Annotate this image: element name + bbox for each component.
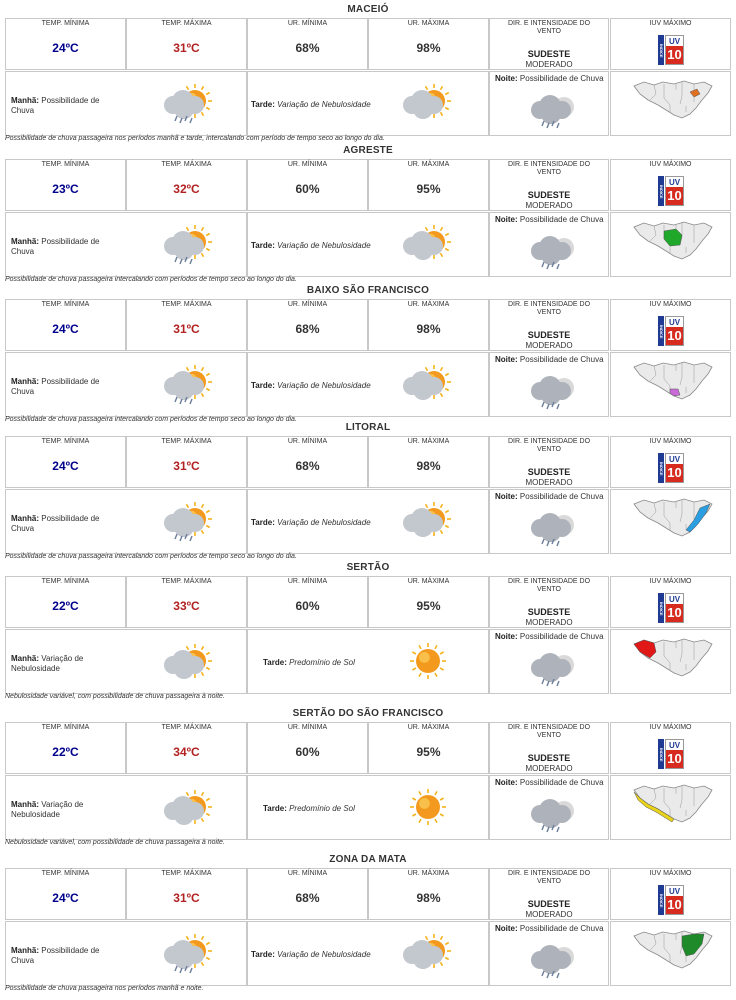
ur-max-cell — [368, 159, 489, 211]
wind-cell — [489, 576, 609, 628]
wind-intensity: MODERADO — [525, 341, 573, 350]
region-title: MACEIÓ — [347, 4, 389, 15]
night-label: Noite: — [495, 492, 518, 501]
night-cell — [489, 212, 609, 277]
ur-max-cell — [368, 18, 489, 70]
wind-cell — [489, 159, 609, 211]
wind-direction: SUDESTE — [527, 190, 571, 200]
region-map-cell — [610, 212, 731, 277]
night-text: Possibilidade de Chuva — [519, 924, 604, 933]
ur-min-cell — [247, 159, 368, 211]
morning-label: Manhã: — [11, 377, 39, 386]
night-label: Noite: — [495, 215, 518, 224]
sun-cloud-icon — [152, 784, 222, 834]
afternoon-cell — [247, 71, 489, 136]
ur-max-cell — [368, 722, 489, 774]
uv-index-icon: ÍNDICE UV 10 — [658, 316, 684, 346]
ur-min-cell — [247, 436, 368, 488]
temp-min-value: 23ºC — [52, 182, 79, 196]
column-header: IUV MÁXIMO — [649, 161, 692, 168]
afternoon-text: Variação de Nebulosidade — [277, 518, 371, 527]
temp-min-cell — [5, 576, 126, 628]
wind-direction: SUDESTE — [527, 330, 571, 340]
uv-cell — [610, 722, 731, 774]
ur-min-value: 68% — [295, 41, 320, 55]
column-header: TEMP. MÍNIMA — [41, 578, 90, 585]
temp-min-value: 24ºC — [52, 41, 79, 55]
morning-cell — [5, 212, 247, 277]
alagoas-map-icon — [629, 359, 717, 403]
uv-value: 10 — [667, 751, 682, 766]
uv-index-icon: ÍNDICE UV 10 — [658, 885, 684, 915]
wind-cell — [489, 436, 609, 488]
forecast-note: Nebulosidade variável, com possibilidade de chuva passageira à noite. — [5, 693, 225, 700]
afternoon-cell — [247, 489, 489, 554]
moon-cloud-rain-icon — [524, 369, 584, 415]
temp-max-value: 31ºC — [173, 891, 200, 905]
ur-max-value: 98% — [416, 459, 441, 473]
uv-index-icon: ÍNDICE UV 10 — [658, 739, 684, 769]
sun-icon — [391, 782, 461, 832]
uv-cell — [610, 299, 731, 351]
wind-intensity: MODERADO — [525, 201, 573, 210]
morning-text: Possibilidade de Chuva — [11, 377, 100, 396]
night-text: Possibilidade de Chuva — [519, 355, 604, 364]
ur-max-value: 95% — [416, 599, 441, 613]
temp-min-value: 22ºC — [52, 599, 79, 613]
moon-cloud-rain-icon — [524, 506, 584, 552]
column-header: TEMP. MÁXIMA — [161, 301, 212, 308]
column-header: UR. MÁXIMA — [407, 438, 450, 445]
afternoon-label: Tarde: — [251, 518, 275, 527]
alagoas-map-icon — [629, 636, 717, 680]
afternoon-label: Tarde: — [251, 950, 275, 959]
column-header: TEMP. MÁXIMA — [161, 20, 212, 27]
wind-cell — [489, 722, 609, 774]
region-map-cell — [610, 489, 731, 554]
uv-index-icon: ÍNDICE UV 10 — [658, 35, 684, 65]
morning-text: Possibilidade de Chuva — [11, 96, 100, 115]
forecast-note: Nebulosidade variável, com possibilidade de chuva passageira à noite. — [5, 839, 225, 846]
morning-label: Manhã: — [11, 514, 39, 523]
region-map-cell — [610, 775, 731, 840]
afternoon-cell — [247, 212, 489, 277]
night-text: Possibilidade de Chuva — [519, 74, 604, 83]
sun-cloud-rain-icon — [152, 361, 222, 411]
sun-cloud-rain-icon — [152, 930, 222, 980]
column-header: UR. MÍNIMA — [287, 20, 328, 27]
ur-max-value: 95% — [416, 745, 441, 759]
column-header: IUV MÁXIMO — [649, 724, 692, 731]
alagoas-map-icon — [629, 496, 717, 540]
column-header: UR. MÍNIMA — [287, 870, 328, 877]
temp-min-value: 24ºC — [52, 891, 79, 905]
temp-max-cell — [126, 868, 247, 920]
region-map-cell — [610, 71, 731, 136]
night-label: Noite: — [495, 632, 518, 641]
column-header: IUV MÁXIMO — [649, 20, 692, 27]
uv-value: 10 — [667, 47, 682, 62]
uv-cell — [610, 18, 731, 70]
region-title: BAIXO SÃO FRANCISCO — [306, 285, 430, 296]
column-header: UR. MÁXIMA — [407, 870, 450, 877]
wind-cell — [489, 299, 609, 351]
column-header: UR. MÍNIMA — [287, 301, 328, 308]
morning-text: Possibilidade de Chuva — [11, 237, 100, 256]
sun-icon — [391, 636, 461, 686]
temp-min-cell — [5, 18, 126, 70]
temp-min-cell — [5, 299, 126, 351]
morning-cell — [5, 775, 247, 840]
afternoon-label: Tarde: — [251, 241, 275, 250]
morning-text: Variação de Nebulosidade — [11, 654, 84, 673]
afternoon-text: Predomínio de Sol — [289, 658, 355, 667]
afternoon-cell — [247, 921, 489, 986]
column-header: UR. MÍNIMA — [287, 578, 328, 585]
afternoon-label: Tarde: — [251, 381, 275, 390]
moon-cloud-rain-icon — [524, 792, 584, 838]
column-header: TEMP. MÍNIMA — [41, 438, 90, 445]
ur-min-value: 68% — [295, 459, 320, 473]
morning-cell — [5, 71, 247, 136]
ur-min-value: 60% — [295, 182, 320, 196]
night-cell — [489, 921, 609, 986]
forecast-note: Possibilidade de chuva passageira intercalando com períodos de tempo seco ao longo do dia. — [5, 276, 297, 283]
ur-max-value: 95% — [416, 182, 441, 196]
ur-min-value: 68% — [295, 891, 320, 905]
uv-cell — [610, 159, 731, 211]
night-label: Noite: — [495, 778, 518, 787]
night-cell — [489, 352, 609, 417]
sun-cloud-icon — [391, 359, 461, 409]
column-header: UR. MÍNIMA — [287, 724, 328, 731]
column-header: DIR. E INTENSIDADE DO VENTO — [507, 578, 591, 593]
night-cell — [489, 629, 609, 694]
ur-max-value: 98% — [416, 41, 441, 55]
region-title: LITORAL — [345, 422, 391, 433]
uv-value: 10 — [667, 897, 682, 912]
column-header: UR. MÁXIMA — [407, 20, 450, 27]
region-title: SERTÃO DO SÃO FRANCISCO — [292, 708, 444, 719]
column-header: TEMP. MÍNIMA — [41, 20, 90, 27]
column-header: UR. MÁXIMA — [407, 301, 450, 308]
wind-direction: SUDESTE — [527, 49, 571, 59]
night-label: Noite: — [495, 355, 518, 364]
alagoas-map-icon — [629, 928, 717, 972]
region-block — [0, 562, 736, 702]
region-block — [0, 4, 736, 144]
column-header: DIR. E INTENSIDADE DO VENTO — [507, 20, 591, 35]
night-cell — [489, 489, 609, 554]
column-header: TEMP. MÁXIMA — [161, 438, 212, 445]
column-header: DIR. E INTENSIDADE DO VENTO — [507, 724, 591, 739]
region-map-cell — [610, 921, 731, 986]
column-header: DIR. E INTENSIDADE DO VENTO — [507, 438, 591, 453]
temp-max-cell — [126, 299, 247, 351]
ur-min-cell — [247, 868, 368, 920]
temp-min-cell — [5, 722, 126, 774]
ur-max-value: 98% — [416, 891, 441, 905]
column-header: IUV MÁXIMO — [649, 870, 692, 877]
night-text: Possibilidade de Chuva — [519, 632, 604, 641]
temp-max-value: 31ºC — [173, 322, 200, 336]
uv-value: 10 — [667, 188, 682, 203]
uv-index-icon: ÍNDICE UV 10 — [658, 593, 684, 623]
temp-min-value: 22ºC — [52, 745, 79, 759]
region-block — [0, 854, 736, 994]
afternoon-cell — [247, 775, 489, 840]
afternoon-text: Variação de Nebulosidade — [277, 950, 371, 959]
ur-min-cell — [247, 722, 368, 774]
column-header: UR. MÁXIMA — [407, 578, 450, 585]
uv-cell — [610, 436, 731, 488]
uv-cell — [610, 868, 731, 920]
column-header: UR. MÍNIMA — [287, 438, 328, 445]
wind-cell — [489, 868, 609, 920]
morning-text: Variação de Nebulosidade — [11, 800, 84, 819]
wind-direction: SUDESTE — [527, 467, 571, 477]
morning-label: Manhã: — [11, 96, 39, 105]
forecast-note: Possibilidade de chuva passageira intercalando com períodos de tempo seco ao longo do dia. — [5, 416, 297, 423]
wind-intensity: MODERADO — [525, 60, 573, 69]
forecast-note: Possibilidade de chuva passageira intercalando com períodos de tempo seco ao longo do dia. — [5, 553, 297, 560]
temp-max-value: 34ºC — [173, 745, 200, 759]
ur-min-value: 68% — [295, 322, 320, 336]
morning-cell — [5, 352, 247, 417]
night-text: Possibilidade de Chuva — [519, 778, 604, 787]
morning-cell — [5, 629, 247, 694]
ur-min-cell — [247, 18, 368, 70]
night-label: Noite: — [495, 74, 518, 83]
wind-intensity: MODERADO — [525, 478, 573, 487]
wind-cell — [489, 18, 609, 70]
temp-max-value: 33ºC — [173, 599, 200, 613]
region-block — [0, 422, 736, 562]
ur-min-cell — [247, 299, 368, 351]
alagoas-map-icon — [629, 78, 717, 122]
column-header: UR. MÁXIMA — [407, 161, 450, 168]
column-header: UR. MÍNIMA — [287, 161, 328, 168]
temp-max-cell — [126, 18, 247, 70]
wind-intensity: MODERADO — [525, 910, 573, 919]
temp-max-value: 31ºC — [173, 459, 200, 473]
column-header: DIR. E INTENSIDADE DO VENTO — [507, 301, 591, 316]
ur-max-cell — [368, 576, 489, 628]
sun-cloud-icon — [391, 219, 461, 269]
sun-cloud-rain-icon — [152, 498, 222, 548]
column-header: TEMP. MÍNIMA — [41, 724, 90, 731]
sun-cloud-icon — [152, 638, 222, 688]
temp-min-value: 24ºC — [52, 322, 79, 336]
column-header: IUV MÁXIMO — [649, 301, 692, 308]
uv-cell — [610, 576, 731, 628]
temp-max-cell — [126, 436, 247, 488]
region-title: ZONA DA MATA — [329, 854, 407, 865]
alagoas-map-icon — [629, 782, 717, 826]
morning-label: Manhã: — [11, 800, 39, 809]
region-map-cell — [610, 352, 731, 417]
uv-value: 10 — [667, 605, 682, 620]
sun-cloud-rain-icon — [152, 80, 222, 130]
morning-text: Possibilidade de Chuva — [11, 946, 100, 965]
column-header: TEMP. MÁXIMA — [161, 724, 212, 731]
temp-max-cell — [126, 722, 247, 774]
alagoas-map-icon — [629, 219, 717, 263]
sun-cloud-rain-icon — [152, 221, 222, 271]
ur-max-cell — [368, 299, 489, 351]
sun-cloud-icon — [391, 496, 461, 546]
ur-min-value: 60% — [295, 745, 320, 759]
ur-max-cell — [368, 868, 489, 920]
column-header: TEMP. MÁXIMA — [161, 161, 212, 168]
column-header: IUV MÁXIMO — [649, 438, 692, 445]
region-map-cell — [610, 629, 731, 694]
ur-min-cell — [247, 576, 368, 628]
temp-min-cell — [5, 436, 126, 488]
afternoon-label: Tarde: — [251, 100, 275, 109]
afternoon-text: Variação de Nebulosidade — [277, 241, 371, 250]
temp-max-cell — [126, 576, 247, 628]
region-block — [0, 145, 736, 285]
column-header: TEMP. MÍNIMA — [41, 301, 90, 308]
forecast-note: Possibilidade de chuva passageira nos períodos manhã e tarde, intercalando com período de tempo seco ao longo do dia. — [5, 135, 385, 142]
afternoon-text: Variação de Nebulosidade — [277, 100, 371, 109]
afternoon-label: Tarde: — [263, 804, 287, 813]
moon-cloud-rain-icon — [524, 229, 584, 275]
column-header: TEMP. MÍNIMA — [41, 870, 90, 877]
morning-label: Manhã: — [11, 946, 39, 955]
forecast-note: Possibilidade de chuva passageira nos períodos manhã e noite. — [5, 985, 204, 992]
uv-value: 10 — [667, 328, 682, 343]
uv-index-icon: ÍNDICE UV 10 — [658, 176, 684, 206]
uv-value: 10 — [667, 465, 682, 480]
column-header: DIR. E INTENSIDADE DO VENTO — [507, 870, 591, 885]
ur-max-cell — [368, 436, 489, 488]
ur-min-value: 60% — [295, 599, 320, 613]
afternoon-text: Predomínio de Sol — [289, 804, 355, 813]
temp-max-value: 31ºC — [173, 41, 200, 55]
afternoon-label: Tarde: — [263, 658, 287, 667]
column-header: UR. MÁXIMA — [407, 724, 450, 731]
temp-min-cell — [5, 159, 126, 211]
uv-index-icon: ÍNDICE UV 10 — [658, 453, 684, 483]
afternoon-text: Variação de Nebulosidade — [277, 381, 371, 390]
night-cell — [489, 775, 609, 840]
night-text: Possibilidade de Chuva — [519, 215, 604, 224]
night-text: Possibilidade de Chuva — [519, 492, 604, 501]
morning-label: Manhã: — [11, 654, 39, 663]
wind-direction: SUDESTE — [527, 899, 571, 909]
night-cell — [489, 71, 609, 136]
ur-max-value: 98% — [416, 322, 441, 336]
moon-cloud-rain-icon — [524, 646, 584, 692]
wind-intensity: MODERADO — [525, 764, 573, 773]
morning-cell — [5, 921, 247, 986]
night-label: Noite: — [495, 924, 518, 933]
region-title: SERTÃO — [346, 562, 390, 573]
sun-cloud-icon — [391, 78, 461, 128]
temp-min-value: 24ºC — [52, 459, 79, 473]
morning-text: Possibilidade de Chuva — [11, 514, 100, 533]
moon-cloud-rain-icon — [524, 88, 584, 134]
sun-cloud-icon — [391, 928, 461, 978]
temp-max-value: 32ºC — [173, 182, 200, 196]
temp-max-cell — [126, 159, 247, 211]
column-header: DIR. E INTENSIDADE DO VENTO — [507, 161, 591, 176]
column-header: TEMP. MÍNIMA — [41, 161, 90, 168]
column-header: TEMP. MÁXIMA — [161, 578, 212, 585]
temp-min-cell — [5, 868, 126, 920]
moon-cloud-rain-icon — [524, 938, 584, 984]
morning-cell — [5, 489, 247, 554]
region-title: AGRESTE — [343, 145, 393, 156]
wind-direction: SUDESTE — [527, 607, 571, 617]
wind-direction: SUDESTE — [527, 753, 571, 763]
wind-intensity: MODERADO — [525, 618, 573, 627]
column-header: TEMP. MÁXIMA — [161, 870, 212, 877]
region-block — [0, 285, 736, 425]
afternoon-cell — [247, 352, 489, 417]
region-block — [0, 708, 736, 848]
column-header: IUV MÁXIMO — [649, 578, 692, 585]
morning-label: Manhã: — [11, 237, 39, 246]
afternoon-cell — [247, 629, 489, 694]
